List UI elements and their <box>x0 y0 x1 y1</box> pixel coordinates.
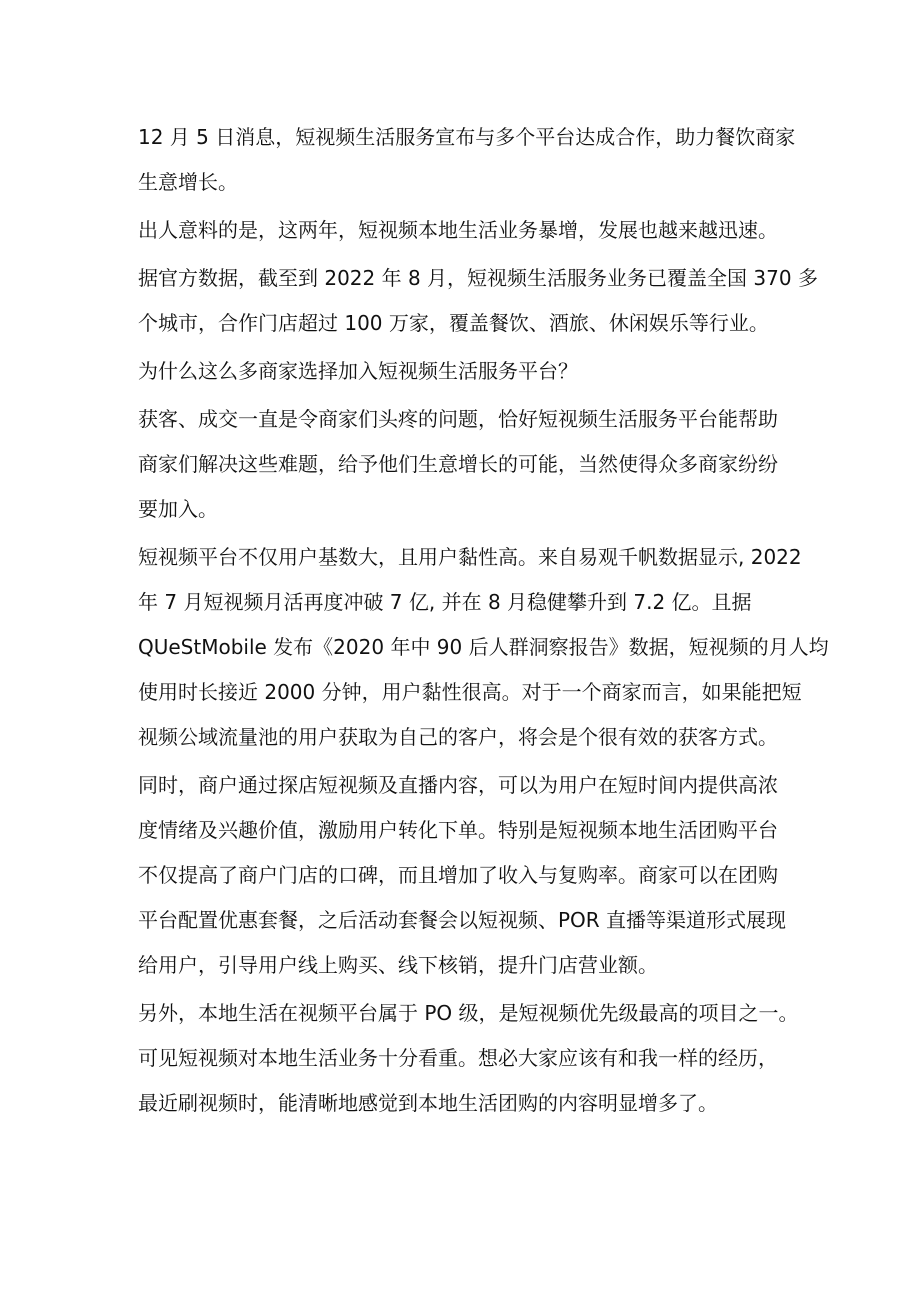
text-line: 度情绪及兴趣价值，激励用户转化下单。特别是短视频本地生活团购平台 <box>138 818 778 842</box>
text-line: 商家们解决这些难题，给予他们生意增长的可能，当然使得众多商家纷纷 <box>138 452 778 476</box>
text-line: 给用户，引导用户线上购买、线下核销，提升门店营业额。 <box>138 953 658 977</box>
text-line: 12 月 5 日消息，短视频生活服务宣布与多个平台达成合作，助力餐饮商家 <box>138 125 796 149</box>
text-line: 使用时长接近 2000 分钟，用户黏性很高。对于一个商家而言，如果能把短 <box>138 680 802 704</box>
article-body <box>138 115 829 1129</box>
paragraph <box>138 397 798 532</box>
paragraph <box>138 991 798 1126</box>
paragraph <box>138 115 798 205</box>
text-line: 年 7 月短视频月活再度冲破 7 亿, 并在 8 月稳健攀升到 7.2 亿。且据 <box>138 590 752 614</box>
text-line: 平台配置优惠套餐，之后活动套餐会以短视频、POR 直播等渠道形式展现 <box>138 908 787 932</box>
paragraph <box>138 256 818 346</box>
text-line: 不仅提高了商户门店的口碑，而且增加了收入与复购率。商家可以在团购 <box>138 863 778 887</box>
text-line: 视频公域流量池的用户获取为自己的客户，将会是个很有效的获客方式。 <box>138 725 778 749</box>
text-line: 个城市，合作门店超过 100 万家，覆盖餐饮、酒旅、休闲娱乐等行业。 <box>138 311 769 335</box>
text-line: 出人意料的是，这两年，短视频本地生活业务暴增，发展也越来越迅速。 <box>138 218 778 242</box>
text-line: 获客、成交一直是令商家们头疼的问题，恰好短视频生活服务平台能帮助 <box>138 407 778 431</box>
text-line: 最近刷视频时，能清晰地感觉到本地生活团购的内容明显增多了。 <box>138 1091 718 1115</box>
text-line: 生意增长。 <box>138 170 238 194</box>
paragraph <box>138 349 798 394</box>
text-line: 短视频平台不仅用户基数大，且用户黏性高。来自易观千帆数据显示, 2022 <box>138 545 802 569</box>
text-line: 为什么这么多商家选择加入短视频生活服务平台？ <box>138 359 578 383</box>
paragraph <box>138 763 798 988</box>
text-line: 同时，商户通过探店短视频及直播内容，可以为用户在短时间内提供高浓 <box>138 773 778 797</box>
text-line: 据官方数据，截至到 2022 年 8 月，短视频生活服务业务已覆盖全国 370 多 <box>138 266 818 290</box>
text-line: 可见短视频对本地生活业务十分看重。想必大家应该有和我一样的经历， <box>138 1046 778 1070</box>
text-line: 要加入。 <box>138 497 218 521</box>
text-line: 另外，本地生活在视频平台属于 PO 级，是短视频优先级最高的项目之一。 <box>138 1001 799 1025</box>
text-line: QUeStMobile 发布《2020 年中 90 后人群洞察报告》数据，短视频的月人均 <box>138 635 829 659</box>
paragraph <box>138 535 829 760</box>
paragraph <box>138 208 798 253</box>
